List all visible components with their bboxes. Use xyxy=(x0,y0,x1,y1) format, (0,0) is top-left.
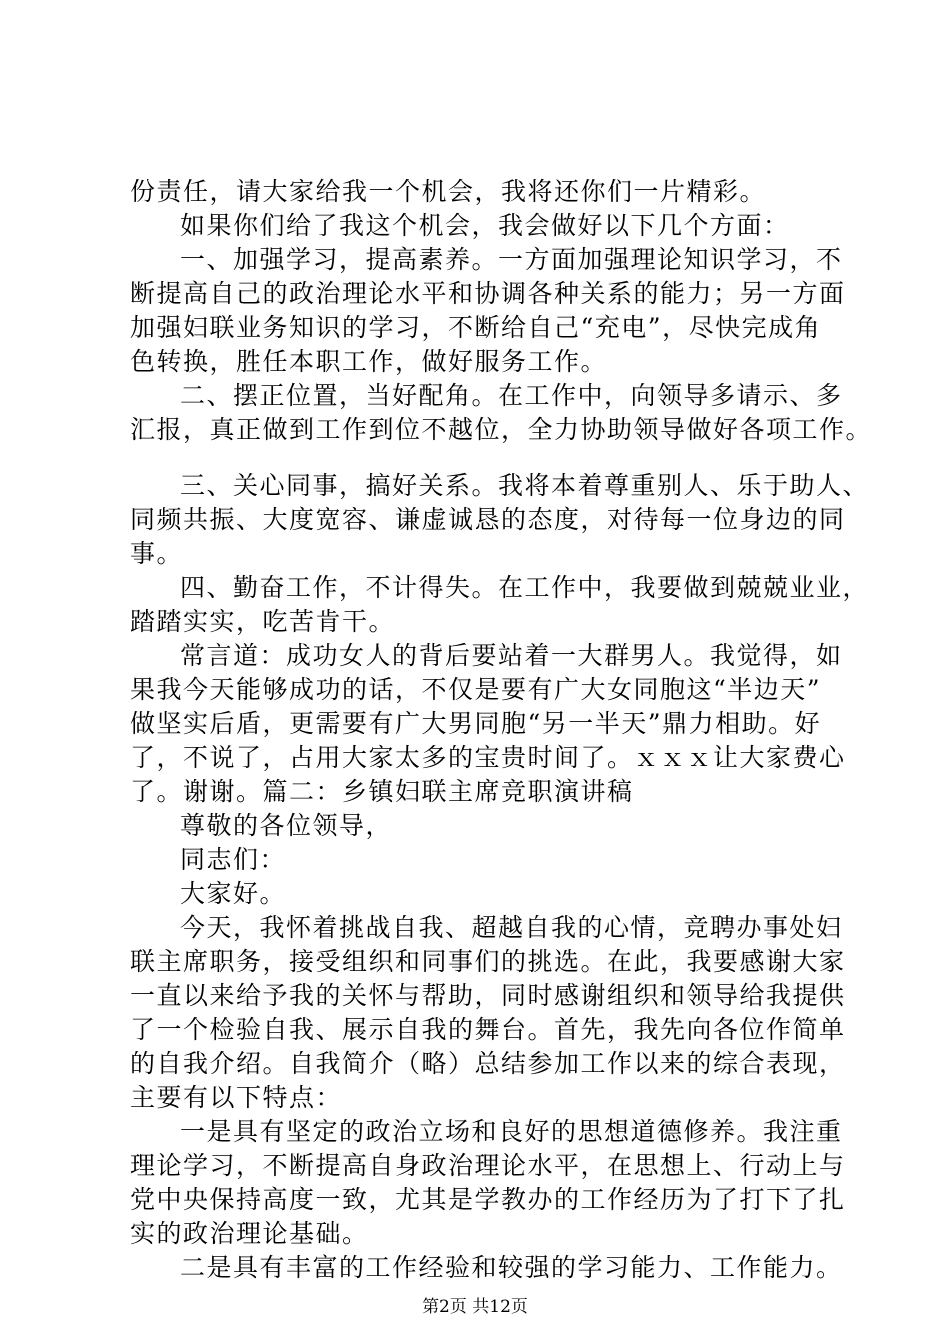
text-line: 党中央保持高度一致，尤其是学教办的工作经历为了打下了扎 xyxy=(130,1185,846,1214)
text-line: 踏踏实实，吃苦肯干。 xyxy=(130,607,396,636)
text-line: 二是具有丰富的工作经验和较强的学习能力、工作能力。 xyxy=(180,1253,843,1282)
text-line: 今天，我怀着挑战自我、超越自我的心情，竞聘办事处妇 xyxy=(180,913,843,942)
text-line: 断提高自己的政治理论水平和协调各种关系的能力；另一方面 xyxy=(130,279,846,308)
text-line: 尊敬的各位领导， xyxy=(180,811,393,840)
text-line: 一、加强学习，提高素养。一方面加强理论知识学习，不 xyxy=(180,245,843,274)
text-line: 理论学习，不断提高自身政治理论水平，在思想上、行动上与 xyxy=(130,1151,846,1180)
text-line: 四、勤奋工作，不计得失。在工作中，我要做到兢兢业业， xyxy=(180,573,870,602)
text-line: 实的政治理论基础。 xyxy=(130,1219,369,1248)
page-number-footer: 第2页 共12页 xyxy=(422,1297,528,1317)
text-line: 三、关心同事，搞好关系。我将本着尊重别人、乐于助人、 xyxy=(180,471,870,500)
text-line: 了，不说了，占用大家太多的宝贵时间了。ｘｘｘ让大家费心 xyxy=(130,743,846,772)
text-line: 联主席职务，接受组织和同事们的挑选。在此，我要感谢大家 xyxy=(130,947,846,976)
text-line: 加强妇联业务知识的学习，不断给自己“充电”，尽快完成角 xyxy=(130,313,822,342)
text-line: 汇报，真正做到工作到位不越位，全力协助领导做好各项工作。 xyxy=(130,415,873,444)
text-line: 同志们： xyxy=(180,845,287,874)
text-line: 大家好。 xyxy=(180,879,287,908)
text-line: 了。谢谢。篇二：乡镇妇联主席竞职演讲稿 xyxy=(130,777,634,806)
text-line: 份责任，请大家给我一个机会，我将还你们一片精彩。 xyxy=(130,177,767,206)
text-line: 常言道：成功女人的背后要站着一大群男人。我觉得，如 xyxy=(180,641,843,670)
text-line: 色转换，胜任本职工作，做好服务工作。 xyxy=(130,347,608,376)
text-line: 如果你们给了我这个机会，我会做好以下几个方面： xyxy=(180,211,790,240)
text-line: 的自我介绍。自我简介（略）总结参加工作以来的综合表现， xyxy=(130,1049,846,1078)
text-line: 一直以来给予我的关怀与帮助，同时感谢组织和领导给我提供 xyxy=(130,981,846,1010)
text-line: 做坚实后盾，更需要有广大男同胞“另一半天”鼎力相助。好 xyxy=(130,709,822,738)
text-line: 二、摆正位置，当好配角。在工作中，向领导多请示、多 xyxy=(180,381,843,410)
text-line: 一是具有坚定的政治立场和良好的思想道德修养。我注重 xyxy=(180,1117,843,1146)
text-line: 事。 xyxy=(130,539,184,568)
text-line: 同频共振、大度宽容、谦虚诚恳的态度，对待每一位身边的同 xyxy=(130,505,846,534)
text-line: 了一个检验自我、展示自我的舞台。首先，我先向各位作简单 xyxy=(130,1015,846,1044)
text-line: 主要有以下特点： xyxy=(130,1083,343,1112)
text-line: 果我今天能够成功的话，不仅是要有广大女同胞这“半边天” xyxy=(130,675,822,704)
